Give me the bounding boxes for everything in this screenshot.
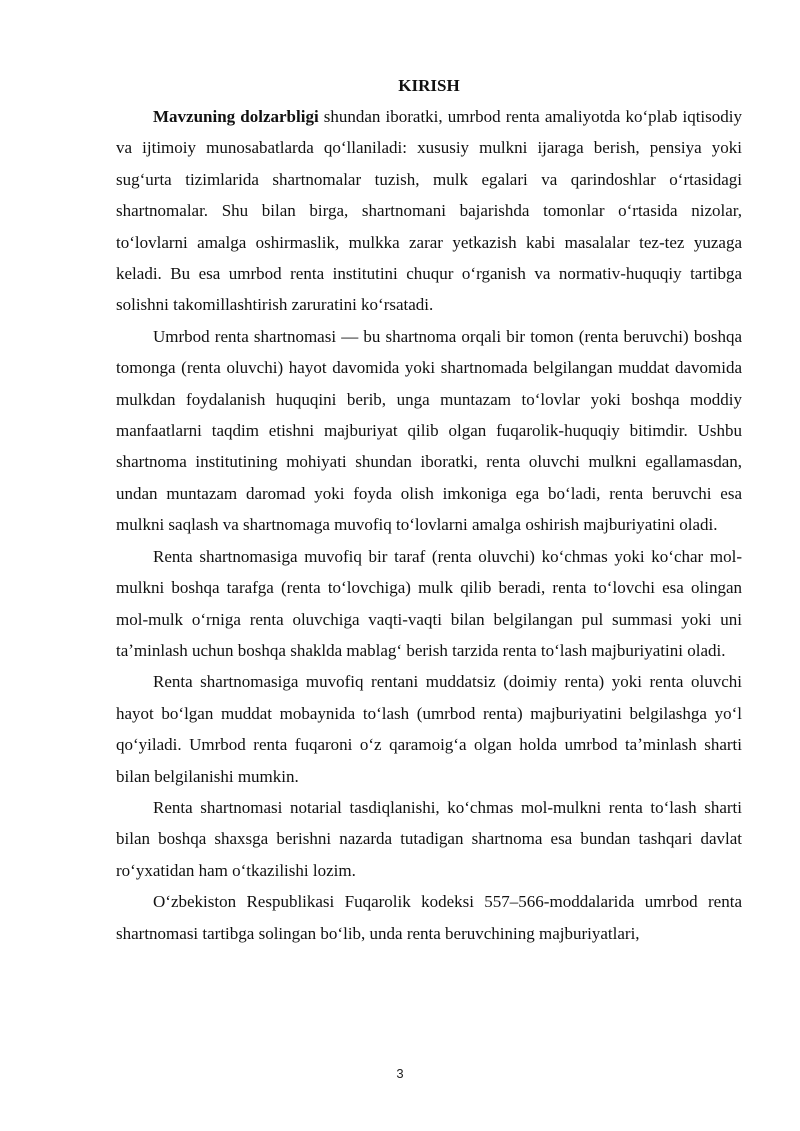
section-heading: KIRISH — [398, 76, 460, 95]
paragraph-text: Oʻzbekiston Respublikasi Fuqarolik kodeksi 557–566-moddalarida umrbod renta shartnomasi tartibga solingan boʻlib, unda renta beruvchining majburiyatlari, — [116, 892, 742, 943]
page-number: 3 — [396, 1066, 404, 1081]
paragraph-relevance — [116, 101, 742, 321]
paragraph-lead: Mavzuning dolzarbligi — [153, 107, 319, 126]
paragraph-notarization — [116, 792, 742, 886]
paragraph-transfer — [116, 541, 742, 667]
paragraph-text: Umrbod renta shartnomasi — bu shartnoma orqali bir tomon (renta beruvchi) boshqa tomonga (renta oluvchi) hayot davomida yoki shartnomada belgilangan muddat davomida mulkdan foydalanish huquqini berib, unga muntazam toʻlovlar yoki boshqa moddiy manfaatlarni taqdim etishni majburiyat qilib olgan fuqarolik-huquqiy bitimdir. Ushbu shartnoma institutining mohiyati shundan iboratki, renta oluvchi mulkni egallamasdan, undan muntazam daromad yoki foyda olish imkoniga ega boʻladi, renta beruvchi esa mulkni saqlash va shartnomaga muvofiq toʻlovlarni amalga oshirish majburiyatini oladi. — [116, 326, 742, 535]
paragraph-text: Renta shartnomasi notarial tasdiqlanishi, koʻchmas mol-mulkni renta toʻlash sharti bilan boshqa shaxsga berishni nazarda tutadigan shartnoma esa bundan tashqari davlat roʻyxatidan ham oʻtkazilishi lozim. — [116, 797, 742, 880]
paragraph-text: Renta shartnomasiga muvofiq bir taraf (renta oluvchi) koʻchmas yoki koʻchar mol-mulkni boshqa tarafga (renta toʻlovchiga) mulk qilib beradi, renta toʻlovchi esa olingan mol-mulk oʻrniga renta oluvchiga vaqti-vaqti bilan belgilangan pul summasi yoki uni taʼminlash uchun boshqa shaklda mablagʻ berish tarzida renta toʻlash majburiyatini oladi. — [116, 546, 742, 660]
document-page — [116, 71, 742, 949]
paragraph-text: shundan iboratki, umrbod renta amaliyotda koʻplab iqtisodiy va ijtimoiy munosabatlarda qoʻllaniladi: xususiy mulkni ijaraga berish, pensiya yoki sugʻurta tizimlarida shartnomalar tuzish, mulk egalari va qarindoshlar oʻrtasidagi shartnomalar. Shu bilan birga, shartnomani bajarishda tomonlar oʻrtasida nizolar, toʻlovlarni amalga oshirmaslik, mulkka zarar yetkazish kabi masalalar tez-tez yuzaga keladi. Bu esa umrbod renta institutini chuqur oʻrganish va normativ-huquqiy tartibga solishni takomillashtirish zaruratini koʻrsatadi. — [116, 107, 742, 315]
paragraph-text: Renta shartnomasiga muvofiq rentani muddatsiz (doimiy renta) yoki renta oluvchi hayot boʻlgan muddat mobaynida toʻlash (umrbod renta) majburiyatini belgilashga yoʻl qoʻyiladi. Umrbod renta fuqaroni oʻz qaramoigʻa olgan holda umrbod taʼminlash sharti bilan belgilanishi mumkin. — [116, 672, 742, 786]
paragraph-term — [116, 666, 742, 792]
paragraph-definition — [116, 321, 742, 541]
paragraph-civil-code — [116, 886, 742, 949]
